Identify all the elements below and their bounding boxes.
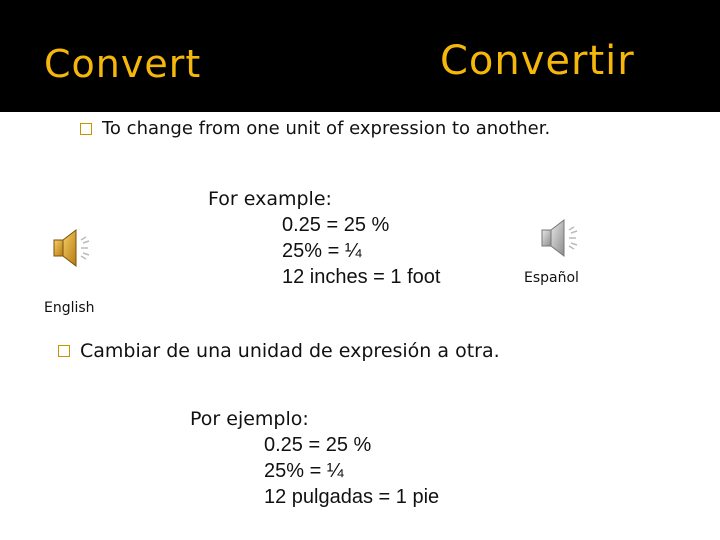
- bullet-icon: [58, 345, 70, 357]
- example-line: 12 inches = 1 foot: [282, 266, 441, 288]
- example-line: 0.25 = 25 %: [282, 214, 390, 236]
- example-line: 25% = ¼: [282, 240, 362, 262]
- title-english: Convert: [44, 42, 202, 86]
- definition-english-text: To change from one unit of expression to another.: [102, 118, 551, 139]
- example-label-english: For example:: [208, 188, 332, 210]
- slide-header: [0, 0, 720, 112]
- audio-label-spanish: Español: [524, 270, 579, 286]
- definition-english: [80, 118, 550, 139]
- speaker-icon[interactable]: [534, 212, 586, 264]
- example-line: 25% = ¼: [264, 460, 344, 482]
- definition-spanish-text: Cambiar de una unidad de expresión a otra.: [80, 340, 500, 362]
- example-line: 12 pulgadas = 1 pie: [264, 486, 440, 508]
- audio-label-english: English: [44, 300, 95, 316]
- example-block-spanish: [190, 406, 439, 510]
- bullet-icon: [80, 123, 92, 135]
- definition-spanish: [58, 340, 500, 362]
- example-label-spanish: Por ejemplo:: [190, 408, 309, 430]
- example-block-english: [208, 186, 440, 290]
- example-line: 0.25 = 25 %: [264, 434, 372, 456]
- speaker-icon[interactable]: [46, 222, 98, 274]
- title-spanish: Convertir: [440, 38, 635, 84]
